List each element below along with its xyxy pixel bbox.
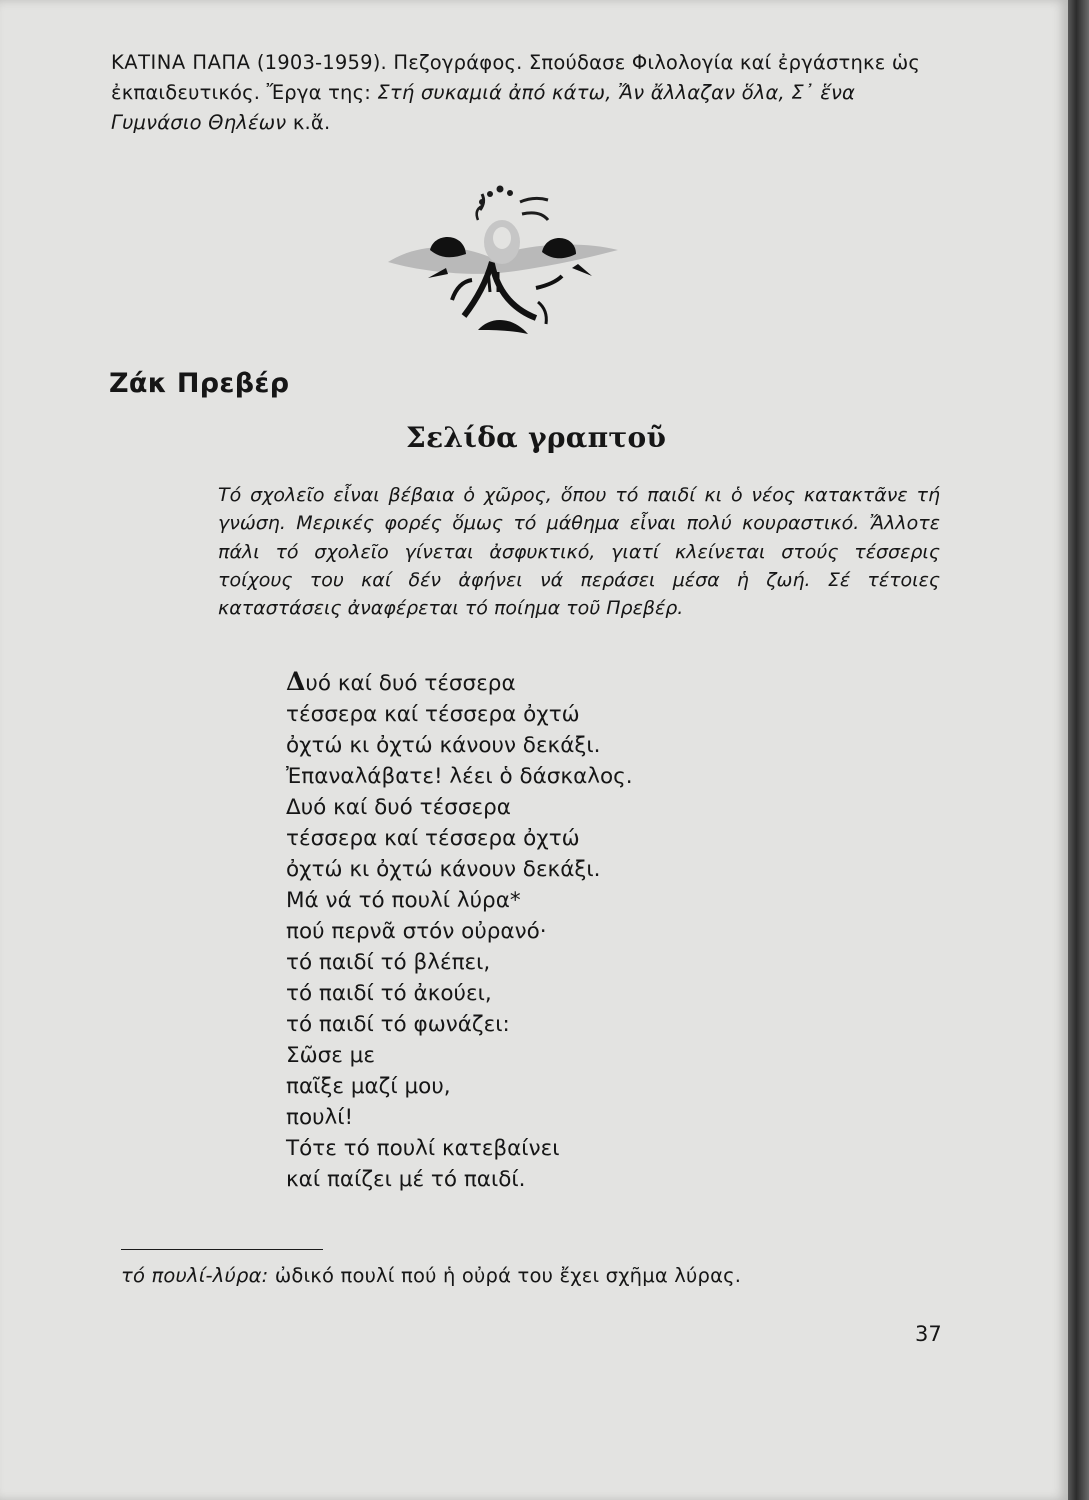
poem-line: τό παιδί τό φωνάζει: [286, 1012, 510, 1037]
decorative-flourish-icon [380, 180, 620, 350]
poem-line: Σῶσε με [286, 1043, 375, 1068]
poem-line: παῖξε μαζί μου, [286, 1074, 451, 1099]
poem-line [286, 666, 633, 699]
footnote [121, 1264, 881, 1287]
page-number: 37 [915, 1322, 942, 1346]
author-biography [111, 48, 941, 138]
poem-line: ὀχτώ κι ὀχτώ κάνουν δεκάξι. [286, 857, 601, 882]
footnote-definition: ὠδικό πουλί πού ἡ οὐρά του ἔχει σχῆμα λύρας. [274, 1264, 742, 1287]
poem-line: τέσσερα καί τέσσερα ὀχτώ [286, 826, 580, 851]
poem-dropcap: Δ [286, 667, 306, 696]
bio-suffix: κ.ἄ. [292, 111, 331, 134]
poem-title: Σελίδα γραπτοῦ [406, 421, 667, 454]
introduction-paragraph: Τό σχολεῖο εἶναι βέβαια ὁ χῶρος, ὅπου τό παιδί κι ὁ νέος κατακτᾶνε τή γνώση. Μερικές φορές ὅμως τό μάθημα εἶναι πολύ κουραστικό. Ἄλλοτε πάλι τό σχολεῖο γίνεται ἀσφυκτικό, γιατί κλείνεται στούς τέσσερις τοίχους του καί δέν ἀφήνει νά περάσει μέσα ἡ ζωή. Σέ τέτοιες καταστάσεις ἀναφέρεται τό ποίημα τοῦ Πρεβέρ. [218, 484, 940, 620]
poem-line: πουλί! [286, 1105, 354, 1130]
bio-text: Πεζογράφος. Σπούδασε Φιλολογία καί ἐργάστηκε ὡς ἐκπαιδευτικός. Ἔργα της: [111, 51, 921, 104]
poem-first-line: υό καί δυό τέσσερα [305, 671, 516, 696]
book-binding-edge [1068, 0, 1089, 1500]
poem-line: καί παίζει μέ τό παιδί. [286, 1167, 526, 1192]
poem-line: Ἐπαναλάβατε! λέει ὁ δάσκαλος. [286, 764, 633, 789]
footnote-divider [121, 1249, 323, 1250]
poem-line: τέσσερα καί τέσσερα ὀχτώ [286, 702, 580, 727]
poem-line: Δυό καί δυό τέσσερα [286, 795, 511, 820]
poem-line: τό παιδί τό ἀκούει, [286, 981, 492, 1006]
poem-line: πού περνᾶ στόν οὐρανό· [286, 919, 547, 944]
bio-name: ΚΑΤΙΝΑ ΠΑΠΑ [111, 51, 251, 74]
author-name: Ζάκ Πρεβέρ [109, 368, 290, 399]
bio-works: Στή συκαμιά ἀπό κάτω, Ἄν ἄλλαζαν ὅλα, Σ᾽ ἕνα Γυμνάσιο Θηλέων [111, 81, 856, 134]
poem-line: Μά νά τό πουλί λύρα* [286, 888, 521, 913]
poem-line: ὀχτώ κι ὀχτώ κάνουν δεκάξι. [286, 733, 601, 758]
poem-line: τό παιδί τό βλέπει, [286, 950, 491, 975]
poem-line: Τότε τό πουλί κατεβαίνει [286, 1136, 560, 1161]
poem-text [286, 666, 633, 1195]
bio-years: (1903-1959). [256, 51, 387, 74]
footnote-term: τό πουλί-λύρα: [121, 1264, 269, 1287]
